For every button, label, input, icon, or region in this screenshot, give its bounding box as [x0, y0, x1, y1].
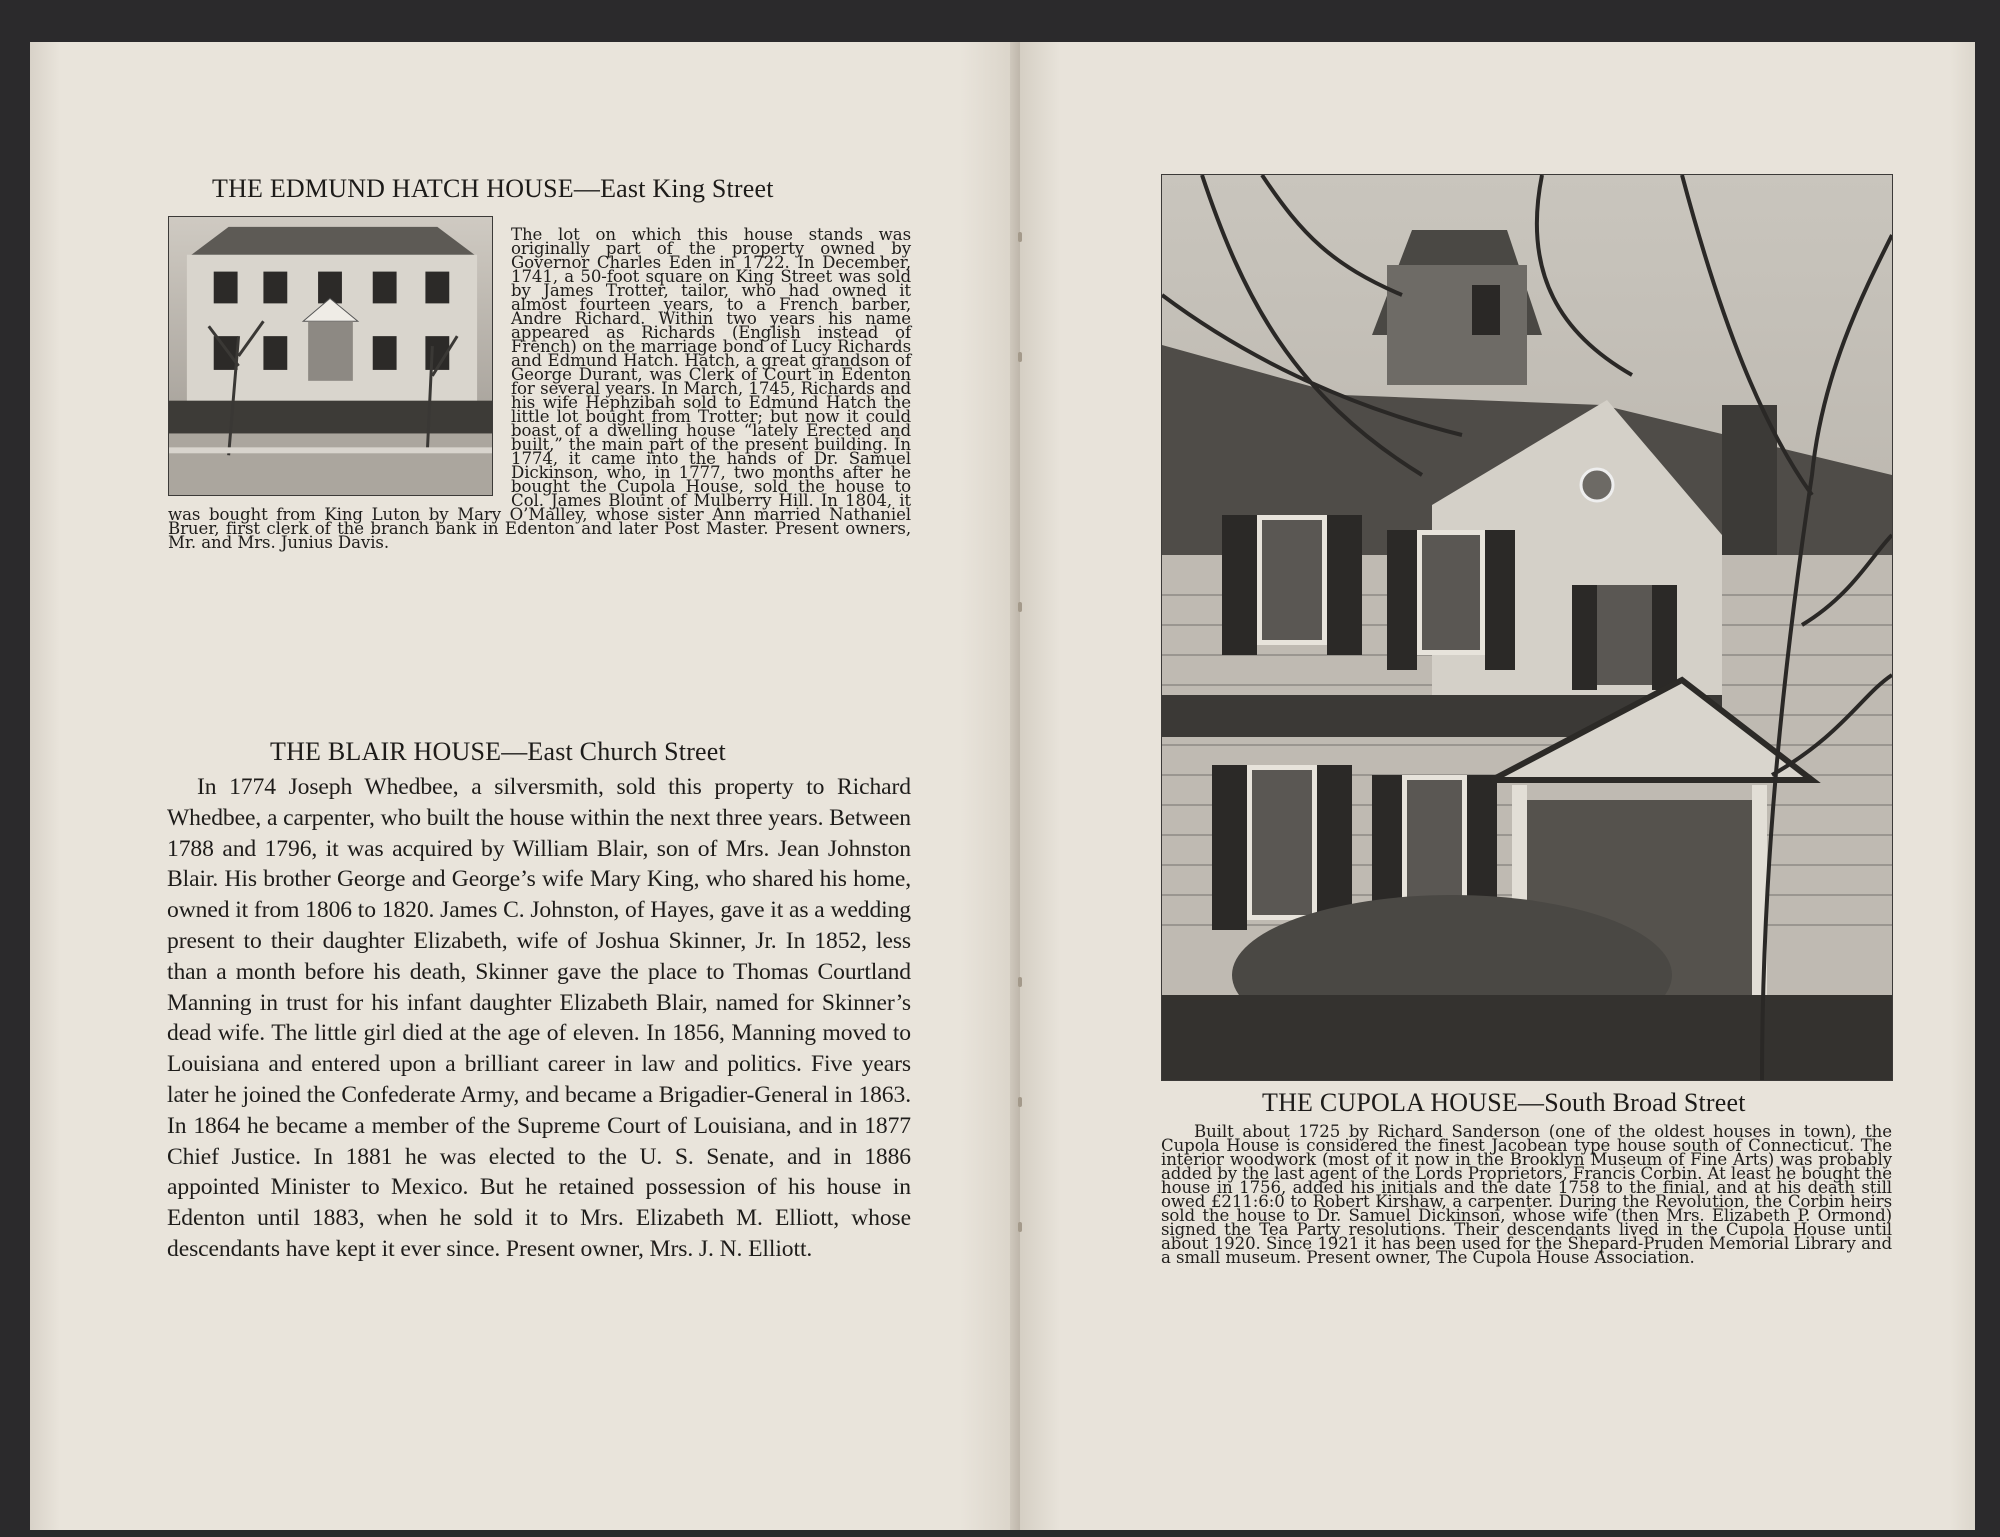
binding-stitch — [1018, 232, 1022, 242]
hatch-house-heading: THE EDMUND HATCH HOUSE—East King Street — [212, 174, 774, 203]
binding-stitch — [1018, 1222, 1022, 1232]
binding-stitch — [1018, 602, 1022, 612]
binding-stitch — [1018, 352, 1022, 362]
right-page — [1020, 42, 1975, 1530]
left-page — [30, 42, 1018, 1530]
binding-stitch — [1018, 1097, 1022, 1107]
hatch-house-paragraph: The lot on which this house stands was originally part of the property owned by Governor Charles Eden in 1722. In December, 1741, a 50-foot square on King Street was sold by James Trotter, tailor, who had owned it almost fourteen years, to a French barber, Andre Richard. Within two years his name appeared as Richards (English instead of French) on the marriage bond of Lucy Richards and Edmund Hatch. Hatch, a great grandson of George Durant, was Clerk of Court in Edenton for several years. In March, 1745, Richards and his wife Hephzibah sold to Edmund Hatch the little lot bought from Trotter; but now it could boast of a dwelling house “lately Erected and built,” the main part of the present building. In 1774, it came into the hands of Dr. Samuel Dickinson, who, in 1777, two months after he bought the Cupola House, sold the house to Col. James Blount of Mulberry Hill. In 1804, it was bought from King Luton by Mary O’Malley, whose sister Ann married Nathaniel Bruer, first clerk of the branch bank in Edenton and later Post Master. Present owners, Mr. and Mrs. Junius Davis. — [168, 225, 911, 552]
blair-house-paragraph: In 1774 Joseph Whedbee, a silversmith, sold this property to Richard Whedbee, a carpenter, who built the house within the next three years. Between 1788 and 1796, it was acquired by William Blair, son of Mrs. Jean Johnston Blair. His brother George and George’s wife Mary King, who shared his home, owned it from 1806 to 1820. James C. Johnston, of Hayes, gave it as a wedding present to their daughter Elizabeth, wife of Joshua Skinner, Jr. In 1852, less than a month before his death, Skinner gave the place to Thomas Courtland Manning in trust for his infant daughter Elizabeth Blair, named for Skinner’s dead wife. The little girl died at the age of eleven. In 1856, Manning moved to Louisiana and entered upon a brilliant career in law and politics. Five years later he joined the Confederate Army, and became a Brigadier-General in 1863. In 1864 he became a member of the Supreme Court of Louisiana, and in 1877 Chief Justice. In 1881 he was elected to the U. S. Senate, and in 1886 appointed Minister to Mexico. But he retained possession of his house in Edenton until 1883, when he sold it to Mrs. Elizabeth M. Elliott, whose descendants have kept it ever since. Present owner, Mrs. J. N. Elliott. — [167, 774, 912, 1262]
hatch-house-photo — [168, 216, 493, 496]
cupola-house-paragraph: Built about 1725 by Richard Sanderson (one of the oldest houses in town), the Cupola House is considered the finest Jacobean type house south of Connecticut. The interior woodwork (most of it now in the Brooklyn Museum of Fine Arts) was probably added by the last agent of the Lords Proprietors, Francis Corbin. At least he bought the house in 1756, added his initials and the date 1758 to the finial, and at his death still owed £211:6:0 to Robert Kirshaw, a carpenter. During the Revolution, the Corbin heirs sold the house to Dr. Samuel Dickinson, whose wife (then Mrs. Elizabeth P. Ormond) signed the Tea Party resolutions. Their descendants lived in the Cupola House until about 1920. Since 1921 it has been used for the Shepard-Pruden Memorial Library and a small museum. Present owner, The Cupola House Association. — [1161, 1122, 1892, 1267]
hatch-house-text-block — [168, 225, 911, 552]
blair-house-heading: THE BLAIR HOUSE—East Church Street — [270, 737, 726, 766]
cupola-house-photo — [1161, 174, 1893, 1081]
book-spread — [30, 42, 1975, 1530]
binding-stitch — [1018, 977, 1022, 987]
cupola-house-heading: THE CUPOLA HOUSE—South Broad Street — [1262, 1088, 1746, 1117]
